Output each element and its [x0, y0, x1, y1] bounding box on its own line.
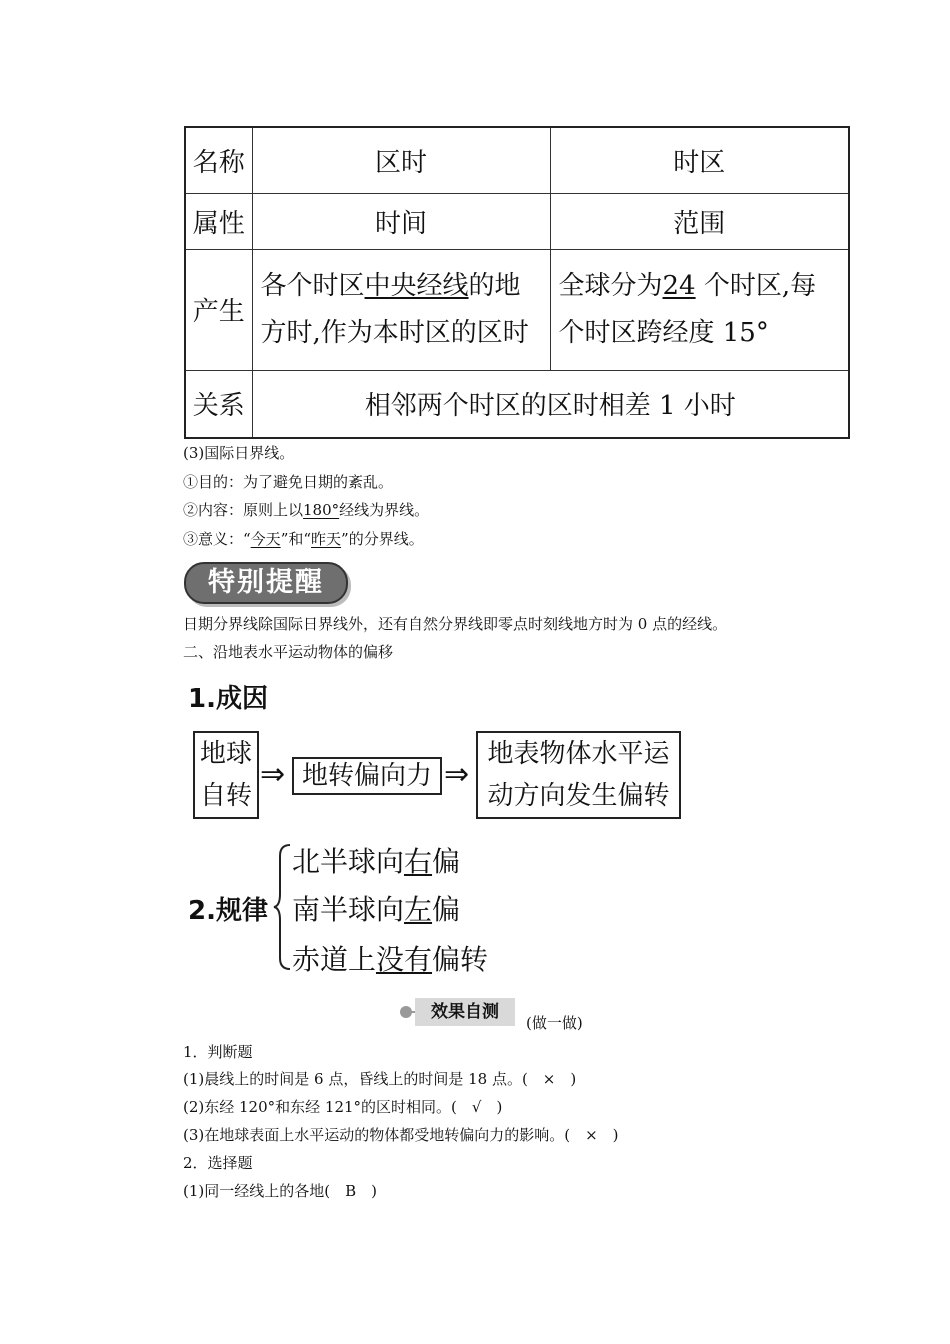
row-header: 属性	[185, 193, 252, 249]
question-section-title: 1．判断题	[183, 1043, 253, 1061]
text: ”的分界线。	[341, 530, 424, 548]
text: 全球分为	[558, 270, 663, 301]
text: 的地方时,作为本时区的区时	[260, 270, 529, 348]
cell-origin-a	[252, 249, 550, 370]
question-item: (2)东经 120°和东经 121°的区时相同。( √ )	[183, 1098, 503, 1116]
text: 个时区,每个时区跨经度 15°	[558, 270, 817, 348]
idl-purpose: ①目的：为了避免日期的紊乱。	[183, 473, 394, 491]
box-line: 动方向发生偏转	[487, 781, 670, 811]
bullet-dot-icon	[400, 1006, 412, 1018]
row-header: 关系	[185, 370, 252, 438]
question-item: (1)晨线上的时间是 6 点，昏线上的时间是 18 点。( × )	[183, 1070, 577, 1088]
text: 各个时区	[260, 270, 365, 301]
table-row	[185, 249, 849, 370]
underlined-answer: 今天	[250, 530, 281, 548]
idl-meaning	[183, 529, 424, 549]
cell-attr-b: 范围	[550, 193, 849, 249]
cause-box-coriolis: 地转偏向力	[292, 757, 442, 795]
section-title: 二、沿地表水平运动物体的偏移	[183, 643, 394, 661]
idl-title: (3)国际日界线。	[183, 444, 295, 462]
text: ”和“	[280, 530, 312, 548]
cell-relation: 相邻两个时区的区时相差 1 小时	[252, 370, 849, 438]
underlined-answer: 右	[404, 845, 433, 878]
box-line: 地表物体水平运	[487, 739, 670, 769]
cause-box-earth-rotation	[193, 731, 259, 819]
question-item: (1)同一经线上的各地( B )	[183, 1182, 377, 1200]
cell-quShi: 区时	[252, 127, 550, 193]
question-section-title: 2．选择题	[183, 1154, 253, 1172]
row-header: 产生	[185, 249, 252, 370]
rule-south	[292, 888, 460, 928]
cell-attr-a: 时间	[252, 193, 550, 249]
self-test-note: (做一做)	[526, 1014, 583, 1032]
brace-icon	[272, 842, 292, 972]
rule-equator	[292, 938, 488, 978]
question-item: (3)在地球表面上水平运动的物体都受地转偏向力的影响。( × )	[183, 1126, 619, 1144]
box-line: 自转	[199, 781, 252, 811]
idl-content	[183, 500, 429, 520]
box-line: 地球	[199, 739, 252, 769]
underlined-answer: 没有	[376, 943, 433, 976]
text: 北半球向	[292, 845, 405, 878]
special-notice-badge: 特别提醒	[184, 562, 348, 604]
text: ③意义：“	[183, 530, 251, 548]
table-row	[185, 193, 849, 249]
underlined-answer: 24	[662, 270, 696, 301]
text: 偏	[432, 845, 461, 878]
text: ②内容：原则上以	[183, 501, 304, 519]
underlined-answer: 昨天	[311, 530, 342, 548]
timezone-comparison-table	[184, 126, 850, 439]
text: 偏	[432, 893, 461, 926]
implies-arrow: ⇒	[260, 757, 286, 792]
cell-shiQu: 时区	[550, 127, 849, 193]
self-test-badge: 效果自测	[415, 998, 515, 1026]
table-row	[185, 370, 849, 438]
cause-box-deflection	[476, 731, 681, 819]
underlined-answer: 左	[404, 893, 433, 926]
table-row	[185, 127, 849, 193]
cause-heading: 1.成因	[188, 684, 268, 714]
cell-origin-b	[550, 249, 849, 370]
text: 偏转	[432, 943, 489, 976]
text: 赤道上	[292, 943, 377, 976]
rule-heading: 2.规律	[188, 896, 268, 926]
rule-north	[292, 840, 460, 880]
implies-arrow: ⇒	[444, 757, 470, 792]
underlined-answer: 180°	[303, 501, 340, 519]
row-header: 名称	[185, 127, 252, 193]
text: 经线为界线。	[339, 501, 430, 519]
underlined-answer: 中央经线	[364, 270, 469, 301]
notice-text: 日期分界线除国际日界线外，还有自然分界线即零点时刻线地方时为 0 点的经线。	[183, 615, 728, 633]
text: 南半球向	[292, 893, 405, 926]
